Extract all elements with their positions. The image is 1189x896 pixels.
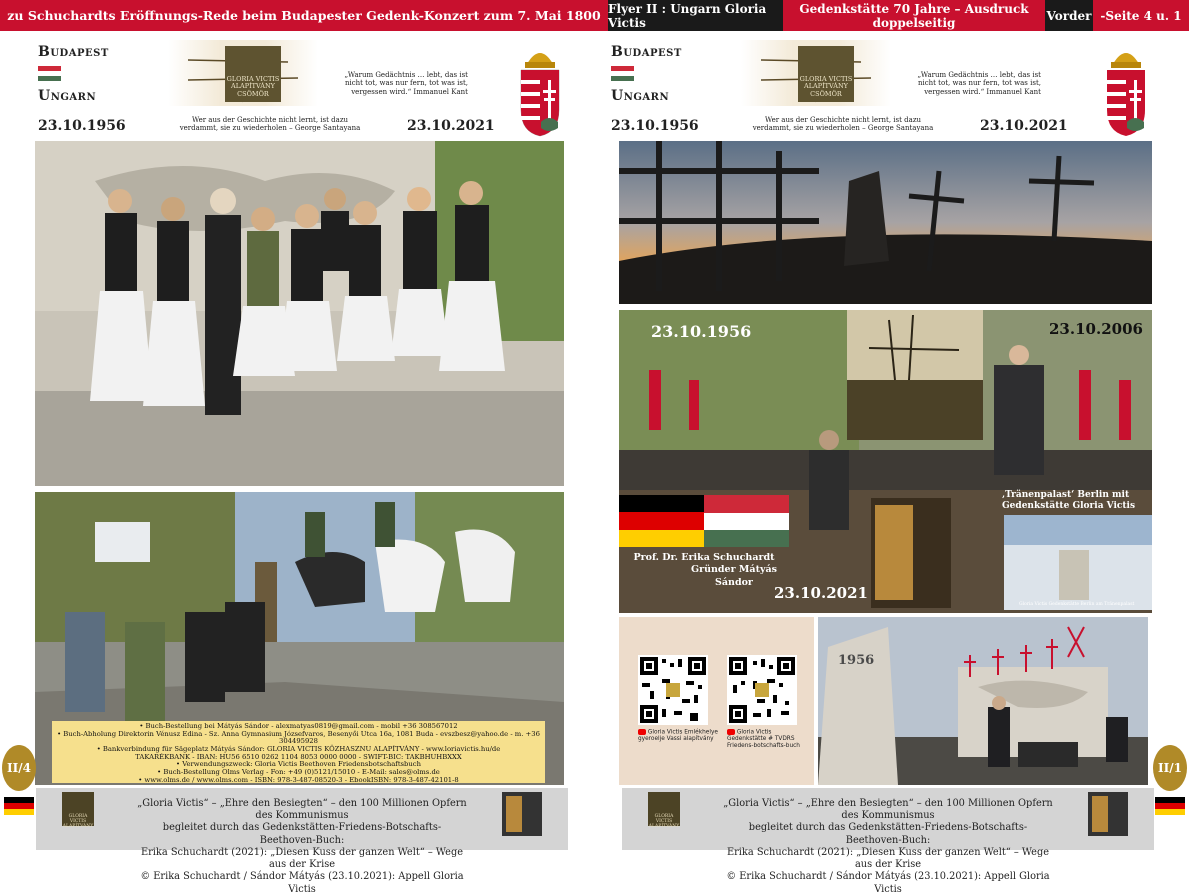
booking-line-1: • Buch-Bestellung bei Mátyás Sándor - alexmatyas0819@gmail.com - mobil +36 308567012 <box>139 722 458 730</box>
hungarian-coat-of-arms-icon <box>1103 40 1149 136</box>
collage-berlin-caption: ‚Tränenpalast‘ Berlin mit Gedenkstätte Gloria Victis <box>1002 490 1136 511</box>
footer-book-icon <box>502 792 542 836</box>
photo-hussars <box>35 492 564 785</box>
santayana-quote: Wer aus der Geschichte nicht lernt, ist dazu verdammt, sie zu wiederholen – George Santayana <box>752 116 934 133</box>
gloria-victis-logo <box>741 40 891 106</box>
date-1956: 23.10.1956 <box>611 118 699 134</box>
photo-sunset-crosses-image <box>619 141 1152 304</box>
banner-vorder-label: Vorder <box>1045 0 1093 31</box>
qr-1-label <box>638 729 718 743</box>
qr-2-label <box>727 729 811 750</box>
footer-line-1: „Gloria Victis“ – „Ehre den Besiegten“ – den 100 Millionen Opfern des Kommunismus <box>137 798 467 822</box>
top-banner <box>0 0 1189 31</box>
city-label: Budapest <box>38 44 109 60</box>
kant-quote: „Warum Gedächtnis … lebt, das ist nicht tot, was nur fern, tot was ist, vergessen wird.“ Immanuel Kant <box>344 71 468 96</box>
collage-date-2021: 23.10.2021 <box>774 584 868 602</box>
germany-flag-icon <box>1155 797 1185 815</box>
logo-text-box <box>798 46 854 102</box>
footer-line-3: Erika Schuchardt (2021): „Diesen Kuss der ganzen Welt“ – Wege aus der Krise <box>140 846 464 871</box>
caption-schuchardt: Prof. Dr. Erika Schuchardt <box>633 552 775 563</box>
banner-middle-label: Gedenkstätte 70 Jahre – Ausdruck doppelseitig <box>799 1 1029 30</box>
kant-quote: „Warum Gedächtnis … lebt, das ist nicht tot, was nur fern, tot was ist, vergessen wird.“ Immanuel Kant <box>917 71 1041 96</box>
footer-book-icon <box>1088 792 1128 836</box>
booking-info-box <box>52 721 545 783</box>
qr-1-label-text: Gloria Victis Emlékhelye gyeroelje Vassi alapítvány <box>638 729 718 743</box>
youtube-icon <box>727 729 735 735</box>
qr-2-label-text: Gloria Victis Gedenkstätte # TVDRS Friedens-botschafts-buch <box>727 729 800 750</box>
footer-text <box>136 798 468 896</box>
banner-seite-label: -Seite 4 u. 1 <box>1100 8 1182 23</box>
photo-girls-group <box>35 141 564 486</box>
booking-line-6: • Buch-Bestellung Olms Verlag - Fon: +49 (0)5121/15010 - E-Mail: sales@olms.de <box>157 768 440 777</box>
banner-left-title: zu Schuchardts Eröffnungs-Rede beim Budapester Gedenk-Konzert zum 7. Mai 1800 <box>7 8 601 23</box>
footer-line-4: © Erika Schuchardt / Sándor Mátyás (23.10.2021): Appell Gloria Victis <box>726 871 1050 895</box>
country-label: Ungarn <box>611 88 670 104</box>
qr-code-1-icon[interactable] <box>638 655 708 725</box>
booking-line-7: • www.olms.de / www.olms.com - ISBN: 978-3-487-08520-3 - EbookISBN: 978-3-487-42101-8 <box>138 775 459 784</box>
footer-line-4: © Erika Schuchardt / Sándor Mátyás (23.10.2021): Appell Gloria Victis <box>140 871 464 895</box>
hungary-flag-icon <box>38 66 61 81</box>
right-page-header <box>611 36 1151 138</box>
photo-monument-image <box>818 617 1148 785</box>
gloria-victis-logo <box>168 40 318 106</box>
photo-sunset-crosses <box>619 141 1152 304</box>
qr-code-panel <box>619 617 814 785</box>
monument-year: 1956 <box>838 653 875 668</box>
booking-line-5: • Verwendungszweck: Gloria Victis Beethoven Friedensbotschaftsbuch <box>176 760 421 769</box>
qr-code-2-icon[interactable] <box>727 655 797 725</box>
footer-line-2: begleitet durch das Gedenkstätten-Friedens-Botschafts-Beethoven-Buch: <box>162 822 442 846</box>
footer-line-1: „Gloria Victis“ – „Ehre den Besiegten“ – den 100 Millionen Opfern des Kommunismus <box>723 798 1053 822</box>
logo-text-box <box>225 46 281 102</box>
page-number-left: II/4 <box>2 745 36 791</box>
santayana-quote: Wer aus der Geschichte nicht lernt, ist dazu verdammt, sie zu wiederholen – George Santayana <box>179 116 361 133</box>
collage-berlin-small: Gloria Victis Gedenkstätte Berlin am Tränenpalast <box>1019 602 1135 607</box>
booking-line-2: • Buch-Abholung Direktorin Vénusz Edina - Sz. Anna Gymnasium Józsefvaros, Besenyői Utca 16a, 1081 Buda - evszbesz@yahoo.de - m. +36 304495928 <box>57 729 540 746</box>
photo-girls-group-image <box>35 141 564 486</box>
logo-line-2: ALAPÍTVÁNY <box>231 82 275 91</box>
hungary-flag-icon <box>611 66 634 81</box>
hungarian-coat-of-arms-icon <box>517 40 563 136</box>
city-label: Budapest <box>611 44 682 60</box>
logo-line-2: ALAPÍTVÁNY <box>804 82 848 91</box>
logo-line-1: GLORIA VICTIS <box>799 75 853 83</box>
date-2021: 23.10.2021 <box>980 118 1068 134</box>
right-footer <box>622 788 1154 895</box>
page-number-right: II/1 <box>1153 745 1187 791</box>
date-2021: 23.10.2021 <box>407 118 495 134</box>
footer-text <box>722 798 1054 896</box>
left-page-header <box>38 36 568 138</box>
collage-date-2006: 23.10.2006 <box>1049 320 1143 338</box>
collage-date-1956: 23.10.1956 <box>651 322 752 341</box>
germany-flag-icon <box>4 797 34 815</box>
logo-line-1: GLORIA VICTIS <box>226 75 280 83</box>
country-label: Ungarn <box>38 88 97 104</box>
footer-logo-icon: GLORIA VICTIS ALAPÍTVÁNY <box>62 792 94 826</box>
footer-logo-icon: GLORIA VICTIS ALAPÍTVÁNY <box>648 792 680 826</box>
date-1956: 23.10.1956 <box>38 118 126 134</box>
youtube-icon <box>638 729 646 735</box>
booking-line-3: • Bankverbindung für Sägeplatz Mátyás Sándor: GLORIA VICTIS KÖZHASZNU ALAPÍTVÁNY - www.loriavictis.hu/de <box>96 745 501 754</box>
footer-line-3: Erika Schuchardt (2021): „Diesen Kuss der ganzen Welt“ – Wege aus der Krise <box>726 846 1050 871</box>
collage-caption <box>619 552 789 589</box>
photo-monument <box>818 617 1148 785</box>
left-footer <box>36 788 568 895</box>
caption-matyas: Gründer Mátyás Sándor <box>690 564 777 588</box>
logo-line-3: CSÖMÖR <box>810 89 842 98</box>
banner-flyer-label: Flyer II : Ungarn Gloria Victis <box>608 0 783 31</box>
photo-collage <box>619 310 1152 613</box>
booking-line-4: TAKARÉKBANK - IBAN: HU56 6510 0262 1104 8053 0000 0000 - SWIFT-BIC: TAKBHUHBXXX <box>135 752 462 761</box>
footer-line-2: begleitet durch das Gedenkstätten-Friedens-Botschafts-Beethoven-Buch: <box>748 822 1028 846</box>
logo-line-3: CSÖMÖR <box>237 89 269 98</box>
